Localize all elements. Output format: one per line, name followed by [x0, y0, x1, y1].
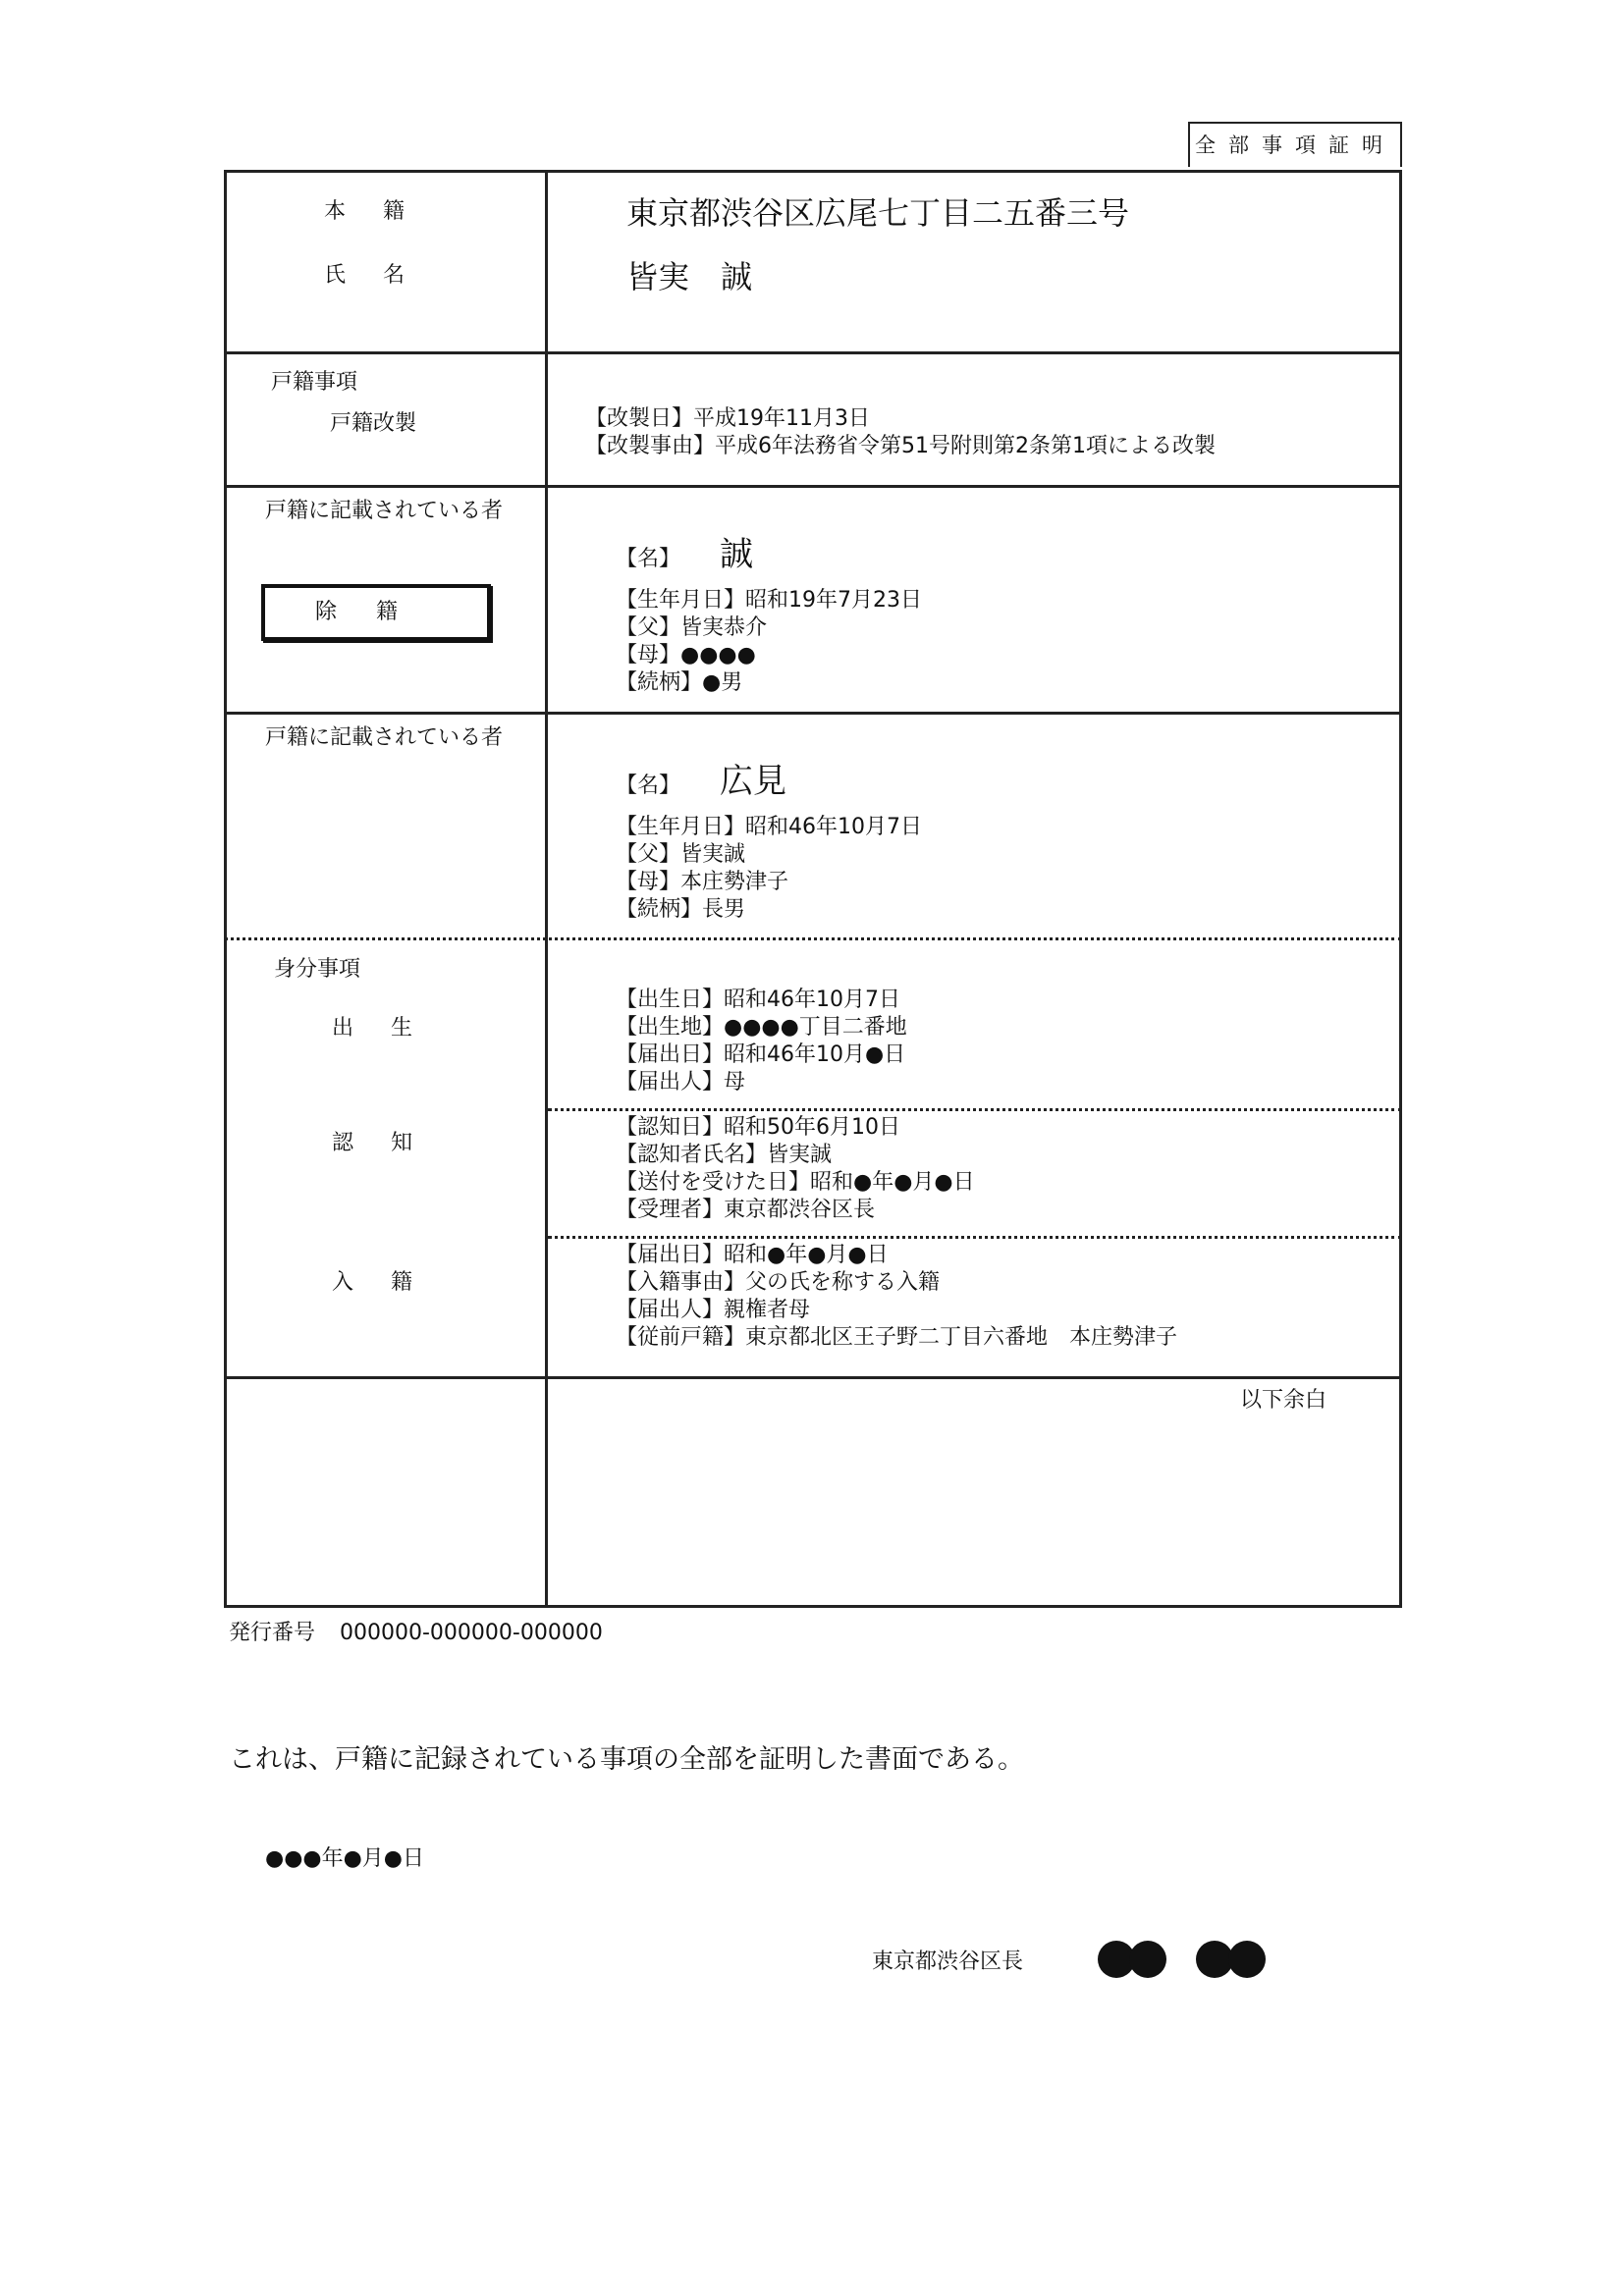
- ninchi-date: 【認知日】昭和50年6月10日: [616, 1115, 900, 1140]
- person-label: 戸籍に記載されている者: [265, 499, 504, 523]
- row-divider: [224, 485, 1402, 488]
- row-divider: [224, 712, 1402, 715]
- person2-father: 【父】皆実誠: [616, 842, 746, 867]
- birth-date: 【出生日】昭和46年10月7日: [616, 988, 900, 1012]
- ika-yohaku: 以下余白: [1240, 1388, 1327, 1413]
- person1-name: 誠: [720, 535, 753, 574]
- mibun-jikou-label: 身分事項: [274, 957, 361, 982]
- ninchi-person: 【認知者氏名】皆実誠: [616, 1143, 833, 1167]
- issue-number-label: 発行番号: [229, 1621, 316, 1645]
- row-divider: [224, 1376, 1402, 1379]
- ninchi-receiver: 【受理者】東京都渋谷区長: [616, 1198, 876, 1222]
- person1-father: 【父】皆実恭介: [616, 615, 768, 640]
- joseki-status-box: 除籍: [261, 584, 491, 641]
- issue-number: 000000-000000-000000: [340, 1621, 603, 1645]
- person1-relation: 【続柄】●男: [616, 670, 743, 695]
- kaisei-reason: 【改製事由】平成6年法務省令第51号附則第2条第1項による改製: [585, 434, 1216, 458]
- ninchi-received-date: 【送付を受けた日】昭和●年●月●日: [616, 1170, 975, 1195]
- shimei-label: 氏名: [324, 263, 443, 288]
- nyuseki-report-date: 【届出日】昭和●年●月●日: [616, 1243, 889, 1267]
- birth-report-date: 【届出日】昭和46年10月●日: [616, 1042, 906, 1067]
- column-divider: [545, 170, 548, 1608]
- person1-birthdate: 【生年月日】昭和19年7月23日: [616, 588, 922, 613]
- shimei-value: 皆実 誠: [626, 258, 753, 295]
- issue-date: ●●●年●月●日: [265, 1846, 424, 1871]
- nyuseki-reporter: 【届出人】親権者母: [616, 1298, 811, 1322]
- person-label: 戸籍に記載されている者: [265, 725, 504, 750]
- koseki-table: [224, 170, 1402, 1608]
- koseki-kaisei-label: 戸籍改製: [330, 411, 417, 436]
- nyuseki-previous-koseki: 【従前戸籍】東京都北区王子野二丁目六番地 本庄勢津子: [616, 1325, 1178, 1350]
- person2-mother: 【母】本庄勢津子: [616, 870, 789, 894]
- dotted-row-divider: [548, 1108, 1402, 1111]
- kaisei-date: 【改製日】平成19年11月3日: [585, 406, 870, 431]
- certification-statement: これは、戸籍に記録されている事項の全部を証明した書面である。: [229, 1744, 1024, 1775]
- name-head-label: 【名】: [616, 774, 681, 798]
- dotted-row-divider: [548, 1236, 1402, 1239]
- dotted-row-divider: [224, 937, 1402, 940]
- person2-relation: 【続柄】長男: [616, 897, 746, 922]
- nyuseki-reason: 【入籍事由】父の氏を称する入籍: [616, 1270, 941, 1295]
- koseki-jikou-label: 戸籍事項: [271, 370, 358, 395]
- honseki-value: 東京都渋谷区広尾七丁目二五番三号: [626, 194, 1130, 232]
- name-head-label: 【名】: [616, 547, 681, 571]
- birth-label: 出生: [332, 1016, 451, 1041]
- nyuseki-label: 入籍: [332, 1270, 451, 1295]
- ninchi-label: 認知: [332, 1131, 451, 1155]
- honseki-label: 本籍: [324, 199, 443, 224]
- birth-place: 【出生地】●●●●丁目二番地: [616, 1015, 907, 1040]
- issuer: 東京都渋谷区長: [872, 1949, 1024, 1974]
- row-divider: [224, 351, 1402, 354]
- person2-birthdate: 【生年月日】昭和46年10月7日: [616, 815, 922, 839]
- person1-mother: 【母】●●●●: [616, 643, 756, 667]
- certificate-type-label: 全部事項証明: [1188, 122, 1402, 167]
- birth-reporter: 【届出人】母: [616, 1070, 746, 1095]
- person2-name: 広見: [720, 762, 786, 801]
